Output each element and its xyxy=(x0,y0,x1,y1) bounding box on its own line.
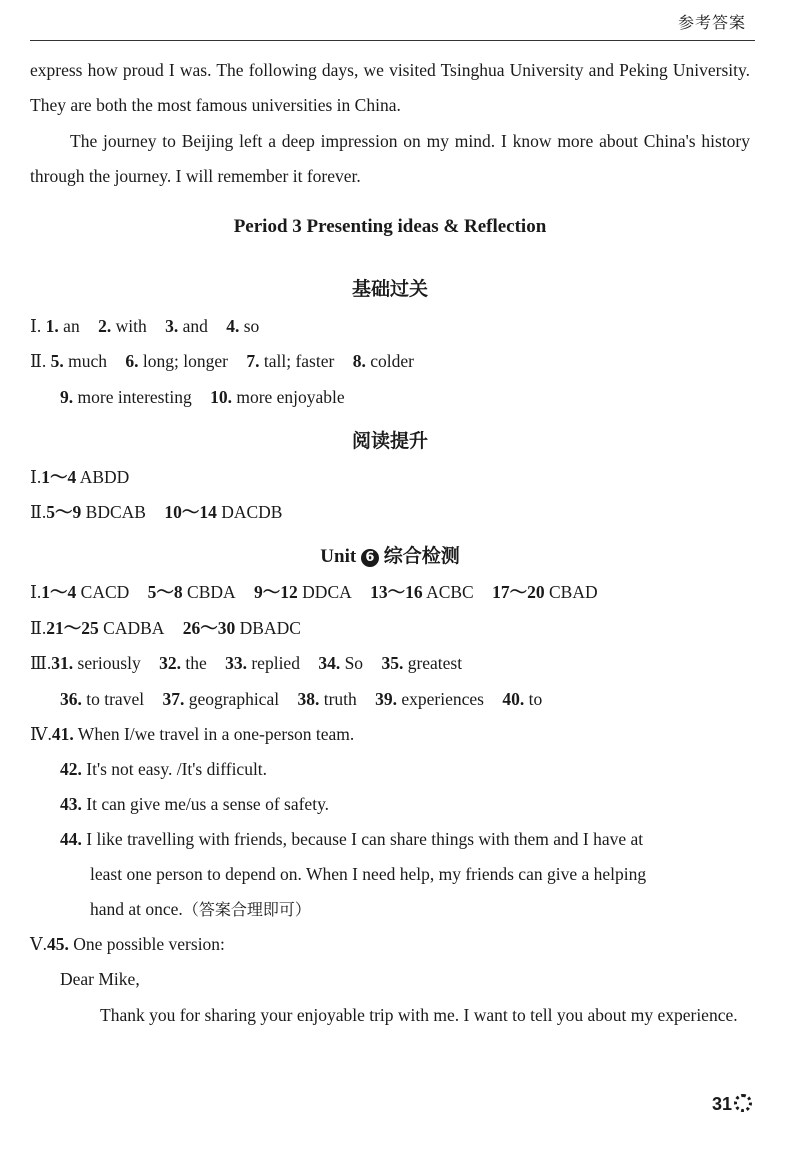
subsection-title-reading: 阅读提升 xyxy=(351,430,428,452)
header-label: 参考答案 xyxy=(677,13,746,32)
section-title-period3: Period 3 Presenting ideas & Reflection xyxy=(233,216,547,237)
unit-q45: Ⅴ.45. One possible version: xyxy=(30,934,225,954)
gear-icon xyxy=(734,1094,752,1112)
unit-q41: Ⅳ.41. When I/we travel in a one-person team. xyxy=(30,724,355,744)
unit-number-badge: 6 xyxy=(361,549,379,567)
unit-q44-line3: hand at once.（答案合理即可） xyxy=(90,899,311,919)
letter-body: Thank you for sharing your enjoyable trip with me. I want to tell you about my experience. xyxy=(100,1005,738,1025)
essay-paragraph-2: The journey to Beijing left a deep impression on my mind. I know more about China's history through the journey. I will remember it forever. xyxy=(30,131,750,186)
unit-title: Unit 6 综合检测 xyxy=(320,545,460,567)
unit-section-2: Ⅱ.21～25 CADBA 26～30 DBADC xyxy=(30,618,301,638)
reading-section-1: Ⅰ.1～4 ABDD xyxy=(30,467,130,487)
unit-q43: 43. It can give me/us a sense of safety. xyxy=(60,794,330,814)
header-divider xyxy=(30,40,755,41)
subsection-title-basic: 基础过关 xyxy=(351,278,428,300)
basic-section-1: Ⅰ. 1. an 2. with 3. and 4. so xyxy=(30,316,260,336)
page-number: 31 xyxy=(712,1094,752,1115)
unit-section-1: Ⅰ.1～4 CACD 5～8 CBDA 9～12 DDCA 13～16 ACBC 17～20 CBAD xyxy=(30,582,598,602)
roman-numeral: Ⅱ. xyxy=(30,351,47,371)
unit-q44-line2: least one person to depend on. When I need help, my friends can give a helping xyxy=(90,864,647,884)
unit-section-3-row1: Ⅲ.31. seriously 32. the 33. replied 34. So 35. greatest xyxy=(30,653,463,673)
unit-section-3-row2: 36. to travel 37. geographical 38. truth 39. experiences 40. to xyxy=(60,689,543,709)
reading-section-2: Ⅱ.5～9 BDCAB 10～14 DACDB xyxy=(30,502,283,522)
basic-section-2-cont: 9. more interesting 10. more enjoyable xyxy=(60,387,345,407)
unit-q44-line1: 44. I like travelling with friends, because I can share things with them and I have at xyxy=(60,829,644,849)
basic-section-2: Ⅱ. 5. much 6. long; longer 7. tall; faster 8. colder xyxy=(30,351,414,371)
unit-q42: 42. It's not easy. /It's difficult. xyxy=(60,759,268,779)
letter-salutation: Dear Mike, xyxy=(60,969,140,989)
roman-numeral: Ⅰ. xyxy=(30,316,42,336)
essay-paragraph-1: express how proud I was. The following days, we visited Tsinghua University and Peking University. They are both the most famous universities in China. xyxy=(30,60,750,115)
